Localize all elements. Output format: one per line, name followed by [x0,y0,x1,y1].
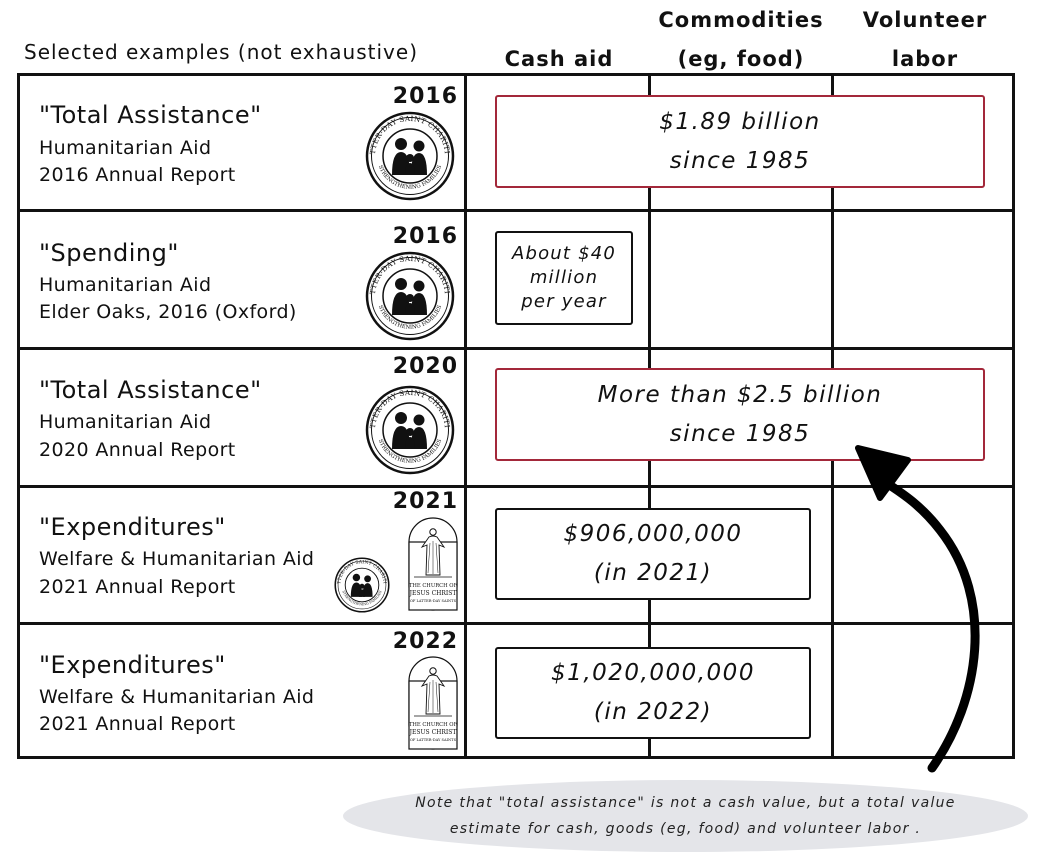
value-line: More than $2.5 billion [597,381,883,408]
footnote [343,780,1028,852]
latter-day-saint-charities-seal-icon [334,557,390,613]
row-source: Humanitarian Aid [39,137,212,159]
value-line: $1,020,000,000 [551,660,755,686]
row-title: "Expenditures" [39,651,226,679]
value-line: since 1985 [669,147,811,174]
latter-day-saint-charities-seal-icon [365,251,455,341]
value-box-expenditures-2021 [495,508,811,600]
value-line: per year [521,291,607,312]
column-header-line: Volunteer [862,8,988,32]
value-box-spending-2016 [495,231,633,325]
column-header-volunteer-labor [832,1,1018,79]
value-line: About $40 [511,243,617,264]
row-title: "Expenditures" [39,513,226,541]
row-source: Humanitarian Aid [39,411,212,433]
row-year: 2020 [392,354,458,379]
row-title: "Total Assistance" [39,101,262,129]
row-divider [17,347,1015,350]
row-source: Humanitarian Aid [39,274,212,296]
value-box-total-assistance-2016 [495,95,985,188]
row-report: 2021 Annual Report [39,713,236,735]
row-year: 2016 [392,84,458,109]
column-header-line: Commodities [658,8,824,32]
row-source: Welfare & Humanitarian Aid [39,548,315,570]
curved-arrow-icon [840,430,1020,780]
row-report: 2021 Annual Report [39,576,236,598]
row-year: 2022 [392,629,458,654]
row-title: "Spending" [39,239,179,267]
church-of-jesus-christ-logo-icon [408,517,458,611]
row-report: 2016 Annual Report [39,164,236,186]
row-year: 2016 [392,224,458,249]
value-line: $1.89 billion [659,108,821,135]
row-divider [17,209,1015,212]
column-header-commodities [638,1,844,79]
value-line: (in 2022) [593,699,713,725]
value-line: million [529,267,599,288]
footnote-line: estimate for cash, goods (eg, food) and volunteer labor . [449,821,922,837]
table-subtitle: Selected examples (not exhaustive) [24,40,418,64]
row-year: 2021 [392,489,458,514]
row-report: 2020 Annual Report [39,439,236,461]
latter-day-saint-charities-seal-icon [365,111,455,201]
value-box-expenditures-2022 [495,647,811,739]
value-line: (in 2021) [593,560,713,586]
latter-day-saint-charities-seal-icon [365,385,455,475]
value-line: since 1985 [669,420,811,447]
value-line: $906,000,000 [563,521,743,547]
column-header-line: labor [891,47,959,71]
row-source: Welfare & Humanitarian Aid [39,686,315,708]
church-of-jesus-christ-logo-icon [408,656,458,750]
footnote-line: Note that "total assistance" is not a cash value, but a total value [415,795,956,811]
row-report: Elder Oaks, 2016 (Oxford) [39,301,297,323]
column-divider [464,73,467,759]
row-title: "Total Assistance" [39,376,262,404]
column-header-line: (eg, food) [677,47,805,71]
column-header-line: Cash aid [504,47,614,71]
